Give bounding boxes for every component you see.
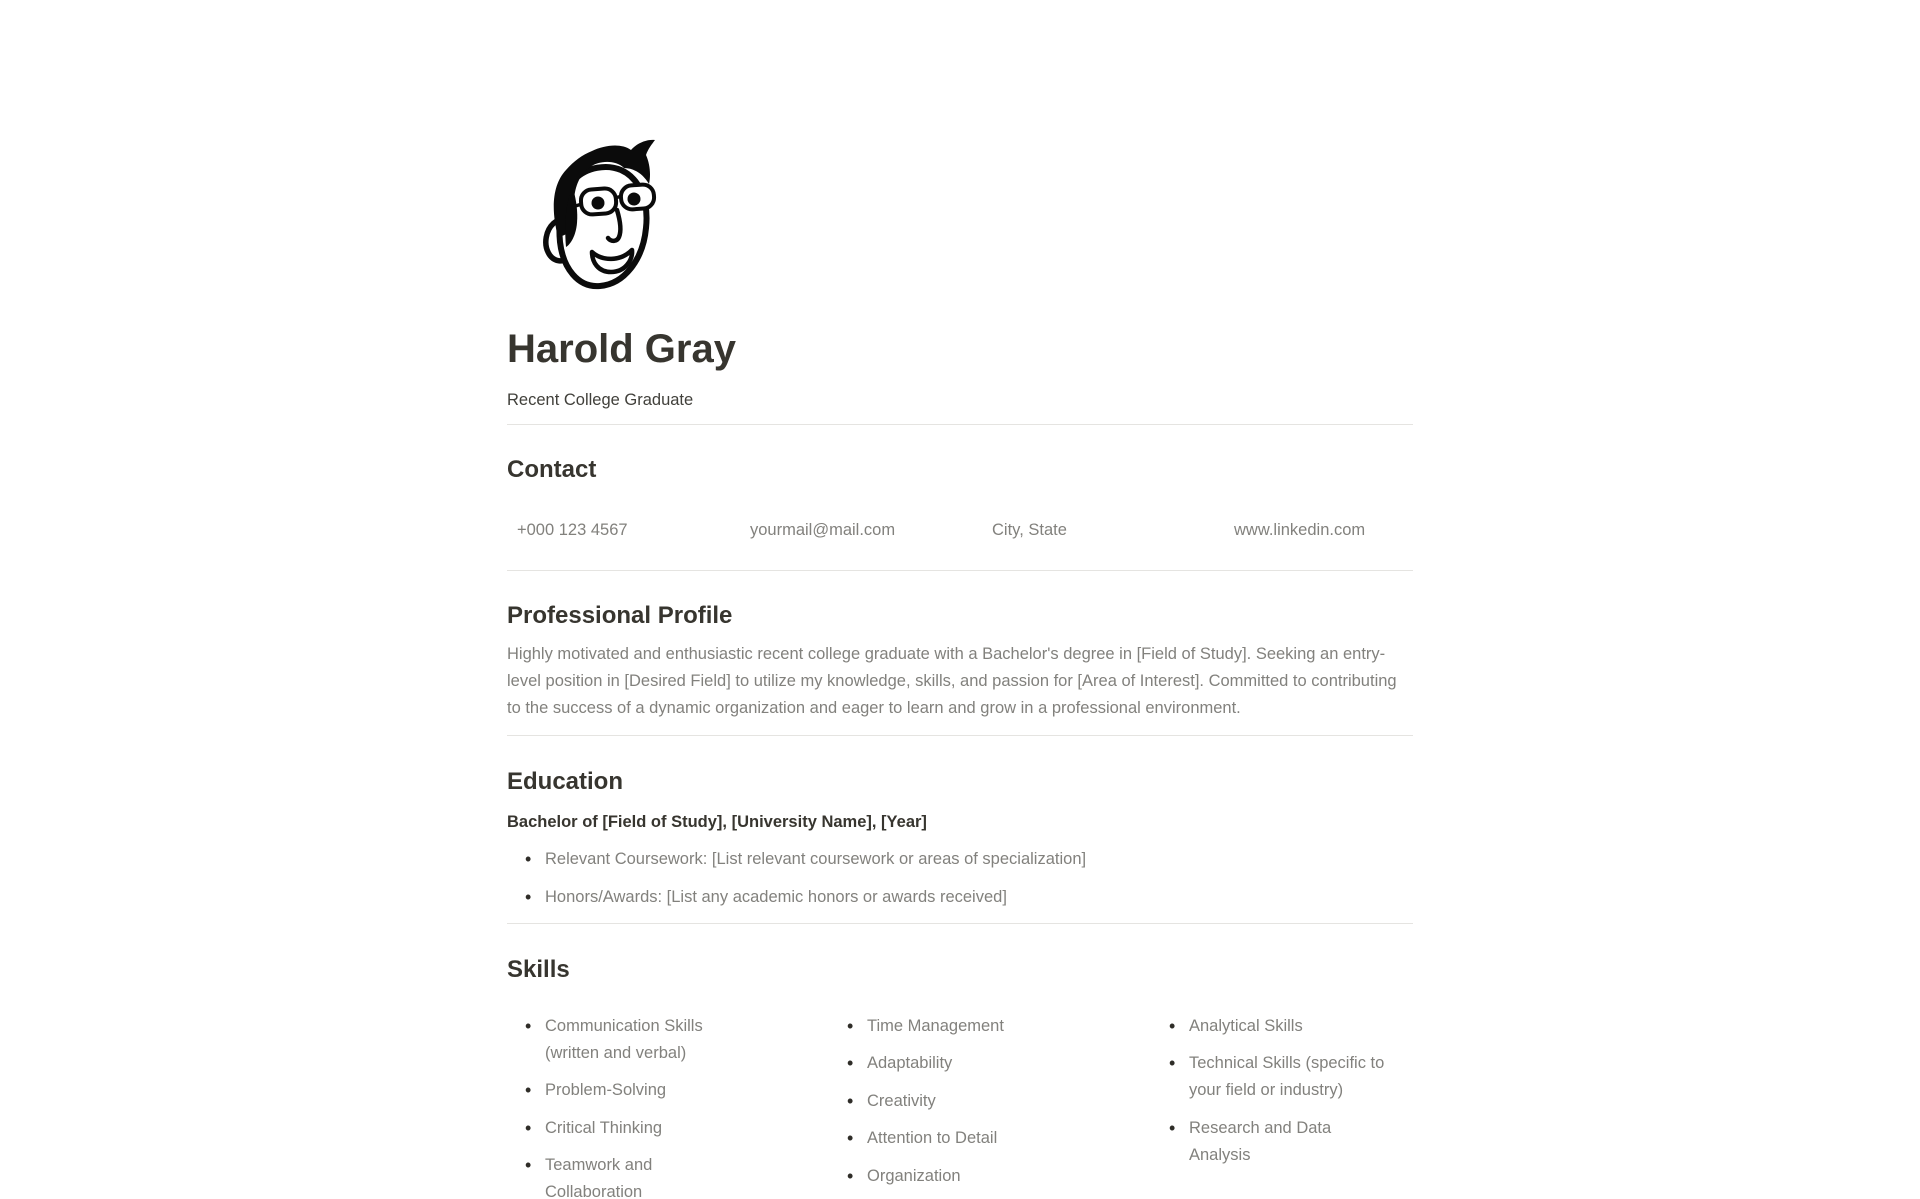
section-contact [507,455,1413,544]
skill-item: • Attention to Detail [867,1125,1069,1152]
skill-item: • Communication Skills (written and verbal) [545,1013,747,1067]
skill-item: • Critical Thinking [545,1115,747,1142]
profile-paragraph: Highly motivated and enthusiastic recent college graduate with a Bachelor's degree in [Field of Study]. Seeking an entry-level position in [Desired Field] to utilize my knowledge, skills, and passion for [Area of Interest]. Committed to contributing to the success of a dynamic organization and eager to learn and grow in a professional environment. [507,645,1397,717]
avatar-man-glasses-icon [521,134,661,294]
contact-website: www.linkedin.com [1234,521,1366,539]
skill-item: • Organization [867,1163,1069,1190]
section-heading-profile: Professional Profile [507,602,733,629]
section-professional-profile [507,601,1413,722]
divider [507,570,1413,571]
page-title: Harold Gray [507,327,736,371]
section-heading-contact: Contact [507,456,597,483]
divider [507,424,1413,425]
skills-column-3 [1151,1013,1413,1199]
skills-column-1 [507,1013,829,1199]
skill-item: • Teamwork and Collaboration [545,1152,747,1199]
resume-page [507,0,1413,1199]
skill-item: • Analytical Skills [1189,1013,1391,1040]
divider [507,735,1413,736]
skill-item: • Technical Skills (specific to your field or industry) [1189,1050,1391,1104]
education-bullet: • Honors/Awards: [List any academic honors or awards received] [545,884,1413,911]
section-skills [507,955,1413,1199]
section-heading-education: Education [507,768,624,795]
contact-location: City, State [992,521,1067,539]
skills-column-2 [829,1013,1151,1199]
divider [507,923,1413,924]
skill-item: • Adaptability [867,1050,1069,1077]
subtitle: Recent College Graduate [507,391,694,409]
skill-item: • Problem-Solving [545,1077,747,1104]
skill-item: • Time Management [867,1013,1069,1040]
contact-email: yourmail@mail.com [750,521,896,539]
skills-columns [507,1013,1413,1199]
section-heading-skills: Skills [507,955,570,983]
contact-phone: +000 123 4567 [517,521,628,539]
skill-item: • Creativity [867,1088,1069,1115]
education-degree: Bachelor of [Field of Study], [University Name], [Year] [507,813,927,831]
education-bullet-list [507,846,1413,911]
contact-row [507,517,1413,544]
section-education [507,767,1413,911]
education-bullet: • Relevant Coursework: [List relevant coursework or areas of specialization] [545,846,1413,873]
skill-item: • Research and Data Analysis [1189,1115,1391,1169]
